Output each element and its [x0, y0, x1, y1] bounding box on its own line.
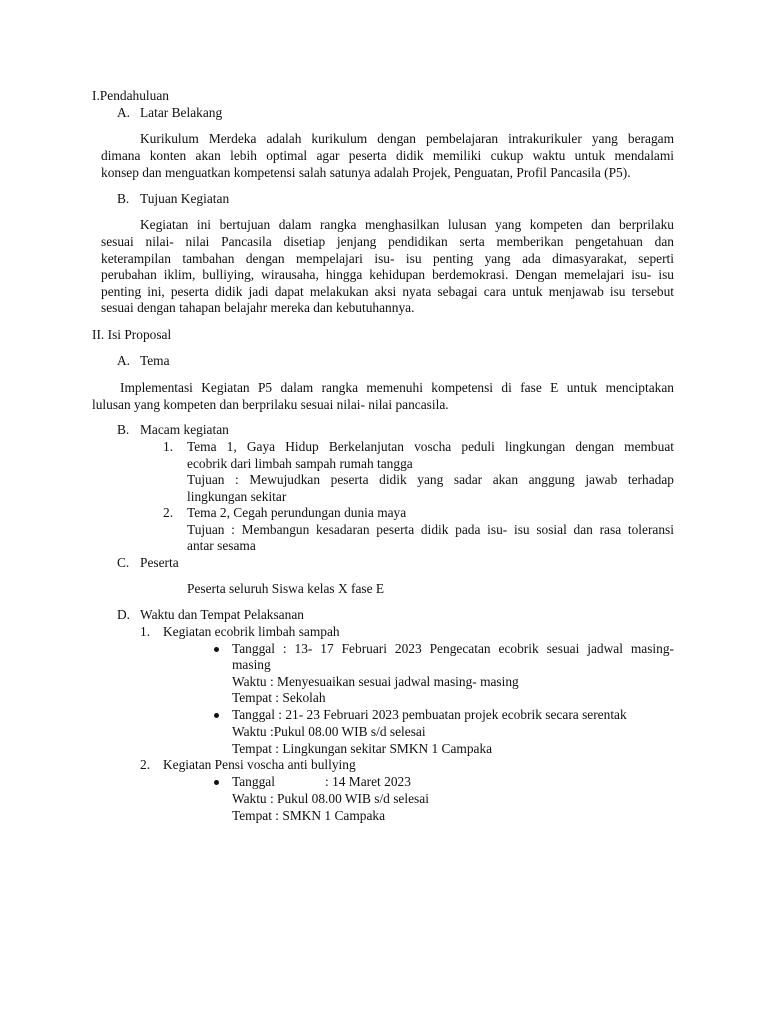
- paragraph-line: perubahan iklim, bulliying, wirausaha, hingga kehidupan berdemokrasi. Dengan memelajari isu- isu: [101, 267, 674, 282]
- subsection-letter: A.: [117, 353, 131, 368]
- subsection-title-waktu-tempat: Waktu dan Tempat Pelaksanan: [140, 607, 304, 622]
- list-number: 1.: [140, 624, 151, 639]
- schedule-line: masing: [232, 657, 271, 672]
- list-item-line: ecobrik dari limbah sampah rumah tangga: [187, 456, 413, 471]
- list-item-line: lingkungan sekitar: [187, 489, 287, 504]
- list-item-line: Tema 2, Cegah perundungan dunia maya: [187, 505, 407, 520]
- schedule-line: Waktu : Menyesuaikan sesuai jadwal masing- masing: [232, 674, 519, 689]
- list-item-title: Kegiatan ecobrik limbah sampah: [163, 624, 340, 639]
- list-item-line: antar sesama: [187, 538, 256, 553]
- subsection-letter: A.: [117, 105, 131, 120]
- subsection-title-macam-kegiatan: Macam kegiatan: [140, 422, 229, 437]
- list-item-line: Tema 1, Gaya Hidup Berkelanjutan voscha peduli lingkungan dengan membuat: [187, 439, 674, 454]
- schedule-line: Tempat : Lingkungan sekitar SMKN 1 Campaka: [232, 741, 493, 756]
- paragraph-line: sesuai dengan tahapan belajahr mereka dan kebutuhannya.: [101, 300, 415, 315]
- schedule-line: Waktu :Pukul 08.00 WIB s/d selesai: [232, 724, 426, 739]
- subsection-title-tema: Tema: [140, 353, 170, 368]
- schedule-line: Tempat : SMKN 1 Campaka: [232, 808, 386, 823]
- list-number: 1.: [163, 439, 174, 454]
- subsection-title-peserta: Peserta: [140, 555, 179, 570]
- paragraph-line: Peserta seluruh Siswa kelas X fase E: [187, 581, 385, 596]
- schedule-line: Tanggal : 13- 17 Februari 2023 Pengecatan ecobrik sesuai jadwal masing-: [232, 641, 674, 656]
- list-number: 2.: [140, 757, 151, 772]
- paragraph-line: penting ini, peserta didik jadi dapat melakukan aksi nyata sebagai cara untuk menjawab isu tersebut: [101, 284, 674, 299]
- subsection-title-latar-belakang: Latar Belakang: [140, 105, 223, 120]
- subsection-title-tujuan: Tujuan Kegiatan: [140, 191, 230, 206]
- bullet-dot: [214, 780, 219, 785]
- paragraph-line: keterampilan tambahan dengan mempelajari isu- isu penting yang ada dimasyarakat, seperti: [101, 251, 674, 266]
- paragraph-line: Kurikulum Merdeka adalah kurikulum dengan pembelajaran intrakurikuler yang beragam: [140, 131, 674, 146]
- paragraph-line: dimana konten akan lebih optimal agar peserta didik memiliki cukup waktu untuk mendalami: [101, 148, 674, 163]
- subsection-letter: D.: [117, 607, 131, 622]
- list-item-title: Kegiatan Pensi voscha anti bullying: [163, 757, 356, 772]
- subsection-letter: C.: [117, 555, 130, 570]
- section-heading-isi-proposal: II. Isi Proposal: [92, 327, 172, 342]
- paragraph-line: Kegiatan ini bertujuan dalam rangka menghasilkan lulusan yang kompeten dan berprilaku: [140, 217, 674, 232]
- paragraph-line: sesuai nilai- nilai Pancasila disetiap jenjang pendidikan serta memberikan pengetahuan dan: [101, 234, 674, 249]
- list-item-line: Tujuan : Mewujudkan peserta didik yang sadar akan anggung jawab terhadap: [187, 472, 674, 487]
- paragraph-line: Implementasi Kegiatan P5 dalam rangka memenuhi kompetensi di fase E untuk menciptakan: [120, 380, 674, 395]
- list-number: 2.: [163, 505, 174, 520]
- schedule-label: Tanggal: [232, 774, 275, 789]
- list-item-line: Tujuan : Membangun kesadaran peserta didik pada isu- isu sosial dan rasa toleransi: [187, 522, 674, 537]
- schedule-value: : 14 Maret 2023: [325, 774, 411, 789]
- paragraph-line: konsep dan menguatkan kompetensi salah satunya adalah Projek, Penguatan, Profil Pancasila (P5).: [101, 165, 631, 180]
- schedule-line: Tanggal : 21- 23 Februari 2023 pembuatan projek ecobrik secara serentak: [232, 707, 627, 722]
- section-heading-pendahuluan: I.Pendahuluan: [92, 88, 169, 103]
- paragraph-line: lulusan yang kompeten dan berprilaku sesuai nilai- nilai pancasila.: [92, 397, 449, 412]
- schedule-line: Tempat : Sekolah: [232, 690, 326, 705]
- bullet-dot: [214, 713, 219, 718]
- subsection-letter: B.: [117, 422, 130, 437]
- schedule-line: Waktu : Pukul 08.00 WIB s/d selesai: [232, 791, 429, 806]
- subsection-letter: B.: [117, 191, 130, 206]
- bullet-dot: [214, 647, 219, 652]
